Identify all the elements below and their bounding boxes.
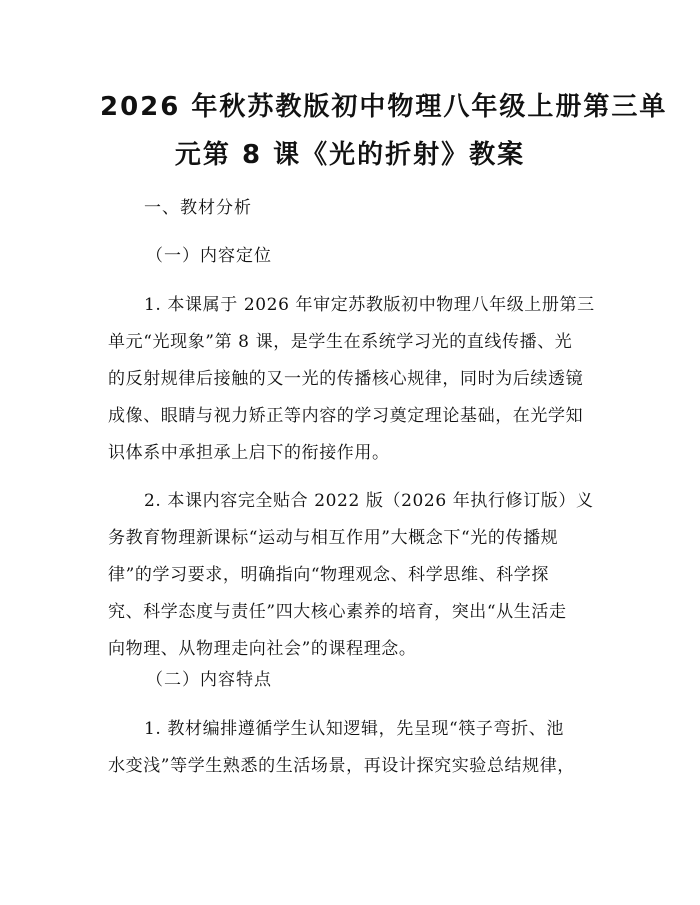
paragraph-1-line-4: 成像、眼睛与视力矫正等内容的学习奠定理论基础，在光学知 bbox=[108, 406, 584, 426]
paragraph-2-line-1: 2. 本课内容完全贴合 2022 版（2026 年执行修订版）义 bbox=[144, 491, 594, 511]
document-title-line-1: 2026 年秋苏教版初中物理八年级上册第三单 bbox=[100, 92, 668, 122]
paragraph-2-line-4: 究、科学态度与责任”四大核心素养的培育，突出“从生活走 bbox=[108, 602, 567, 622]
subsection-heading-content-features: （二）内容特点 bbox=[146, 670, 272, 690]
paragraph-3-line-1: 1. 教材编排遵循学生认知逻辑，先呈现“筷子弯折、池 bbox=[144, 719, 564, 739]
paragraph-1-line-2: 单元“光现象”第 8 课，是学生在系统学习光的直线传播、光 bbox=[108, 332, 573, 352]
paragraph-1-line-3: 的反射规律后接触的又一光的传播核心规律，同时为后续透镜 bbox=[108, 369, 584, 389]
paragraph-1-line-1: 1. 本课属于 2026 年审定苏教版初中物理八年级上册第三 bbox=[144, 295, 595, 315]
paragraph-3-line-2: 水变浅”等学生熟悉的生活场景，再设计探究实验总结规律， bbox=[108, 756, 575, 776]
document-title-line-2: 元第 8 课《光的折射》教案 bbox=[174, 140, 526, 170]
paragraph-2-line-5: 向物理、从物理走向社会”的课程理念。 bbox=[108, 639, 417, 659]
paragraph-1-line-5: 识体系中承担承上启下的衔接作用。 bbox=[108, 443, 390, 463]
subsection-heading-content-positioning: （一）内容定位 bbox=[146, 246, 272, 266]
paragraph-2-line-3: 律”的学习要求，明确指向“物理观念、科学思维、科学探 bbox=[108, 565, 549, 585]
section-heading-textbook-analysis: 一、教材分析 bbox=[144, 198, 252, 218]
paragraph-2-line-2: 务教育物理新课标“运动与相互作用”大概念下“光的传播规 bbox=[108, 528, 559, 548]
